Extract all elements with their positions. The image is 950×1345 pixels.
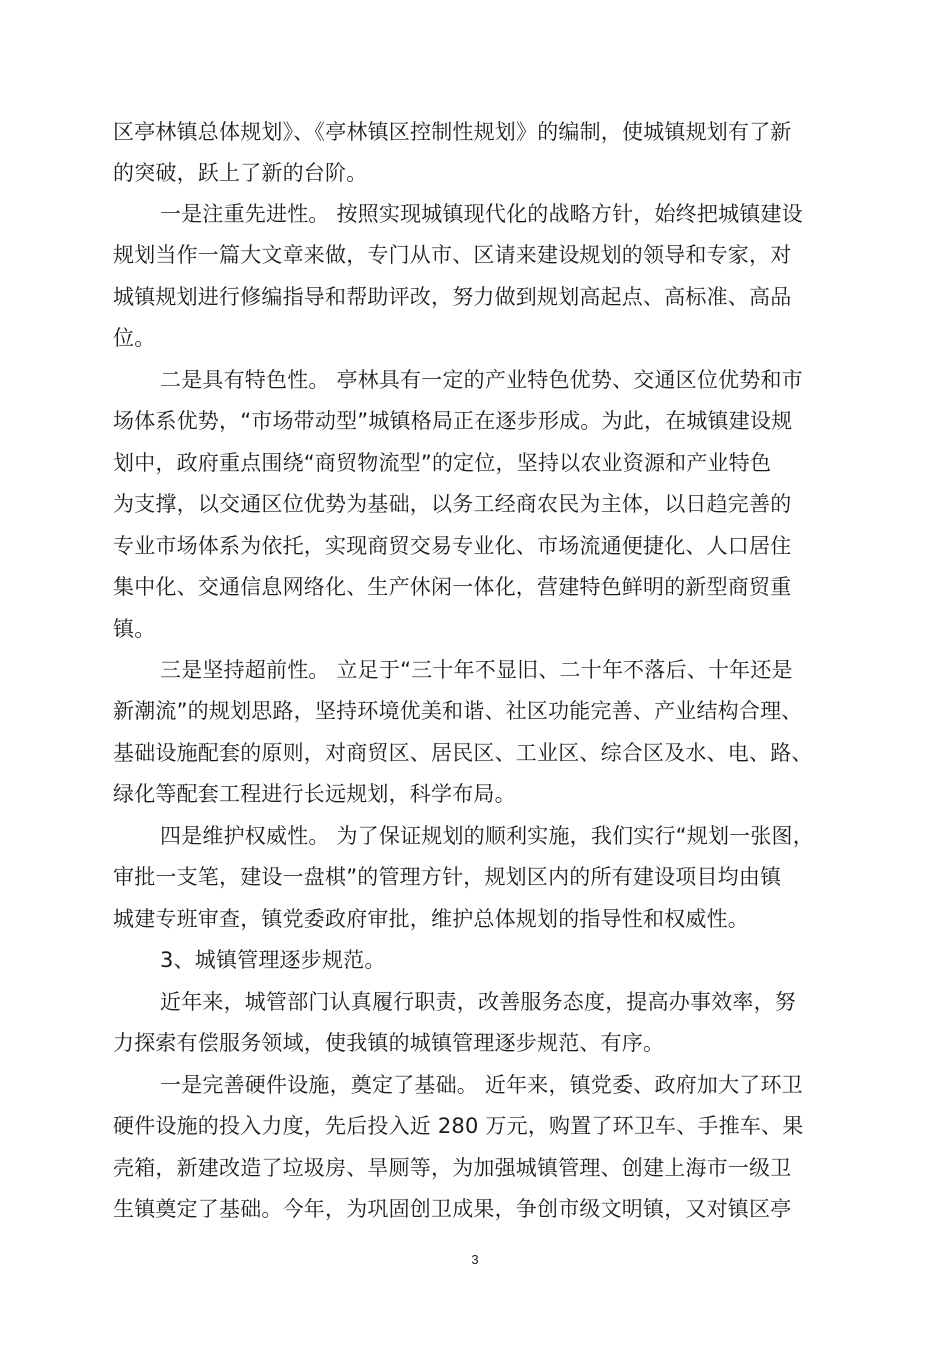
text-line: 生镇奠定了基础。今年，为巩固创卫成果，争创市级文明镇，又对镇区亭 <box>113 1197 792 1221</box>
text-line: 专业市场体系为依托，实现商贸交易专业化、市场流通便捷化、人口居住 <box>113 534 792 558</box>
text-line: 近年来，城管部门认真履行职责，改善服务态度，提高办事效率，努 <box>160 990 796 1014</box>
text-line: 四是维护权威性。 为了保证规划的顺利实施，我们实行“规划一张图， <box>160 824 814 848</box>
text-line: 二是具有特色性。 亭林具有一定的产业特色优势、交通区位优势和市 <box>160 368 803 392</box>
text-line: 3、城镇管理逐步规范。 <box>160 948 386 972</box>
text-line: 硬件设施的投入力度，先后投入近 280 万元，购置了环卫车、手推车、果 <box>113 1114 804 1138</box>
text-line: 绿化等配套工程进行长远规划，科学布局。 <box>113 782 516 806</box>
text-line: 城建专班审查，镇党委政府审批，维护总体规划的指导性和权威性。 <box>113 907 749 931</box>
text-line: 集中化、交通信息网络化、生产休闲一体化，营建特色鲜明的新型商贸重 <box>113 575 792 599</box>
text-line: 划中，政府重点围绕“商贸物流型”的定位，坚持以农业资源和产业特色 <box>113 451 772 475</box>
text-line: 镇。 <box>113 617 156 641</box>
text-line: 区亭林镇总体规划》、《亭林镇区控制性规划》的编制，使城镇规划有了新 <box>113 120 792 144</box>
page-number: 3 <box>471 1252 479 1267</box>
text-line: 场体系优势，“市场带动型”城镇格局正在逐步形成。为此，在城镇建设规 <box>113 409 793 433</box>
text-line: 新潮流”的规划思路，坚持环境优美和谐、社区功能完善、产业结构合理、 <box>113 699 803 723</box>
text-line: 规划当作一篇大文章来做，专门从市、区请来建设规划的领导和专家，对 <box>113 243 792 267</box>
text-line: 力探索有偿服务领域，使我镇的城镇管理逐步规范、有序。 <box>113 1031 665 1055</box>
text-line: 为支撑，以交通区位优势为基础，以务工经商农民为主体，以日趋完善的 <box>113 492 792 516</box>
text-line: 基础设施配套的原则，对商贸区、居民区、工业区、综合区及水、电、路、 <box>113 741 813 765</box>
text-line: 三是坚持超前性。 立足于“三十年不显旧、二十年不落后、十年还是 <box>160 658 793 682</box>
text-line: 审批一支笔，建设一盘棋”的管理方针，规划区内的所有建设项目均由镇 <box>113 865 782 889</box>
text-line: 城镇规划进行修编指导和帮助评改，努力做到规划高起点、高标准、高品 <box>113 285 792 309</box>
text-line: 的突破，跃上了新的台阶。 <box>113 161 368 185</box>
text-line: 壳箱，新建改造了垃圾房、旱厕等，为加强城镇管理、创建上海市一级卫 <box>113 1156 792 1180</box>
text-line: 位。 <box>113 326 156 350</box>
text-line: 一是完善硬件设施，奠定了基础。 近年来，镇党委、政府加大了环卫 <box>160 1073 803 1097</box>
text-line: 一是注重先进性。 按照实现城镇现代化的战略方针，始终把城镇建设 <box>160 202 803 226</box>
